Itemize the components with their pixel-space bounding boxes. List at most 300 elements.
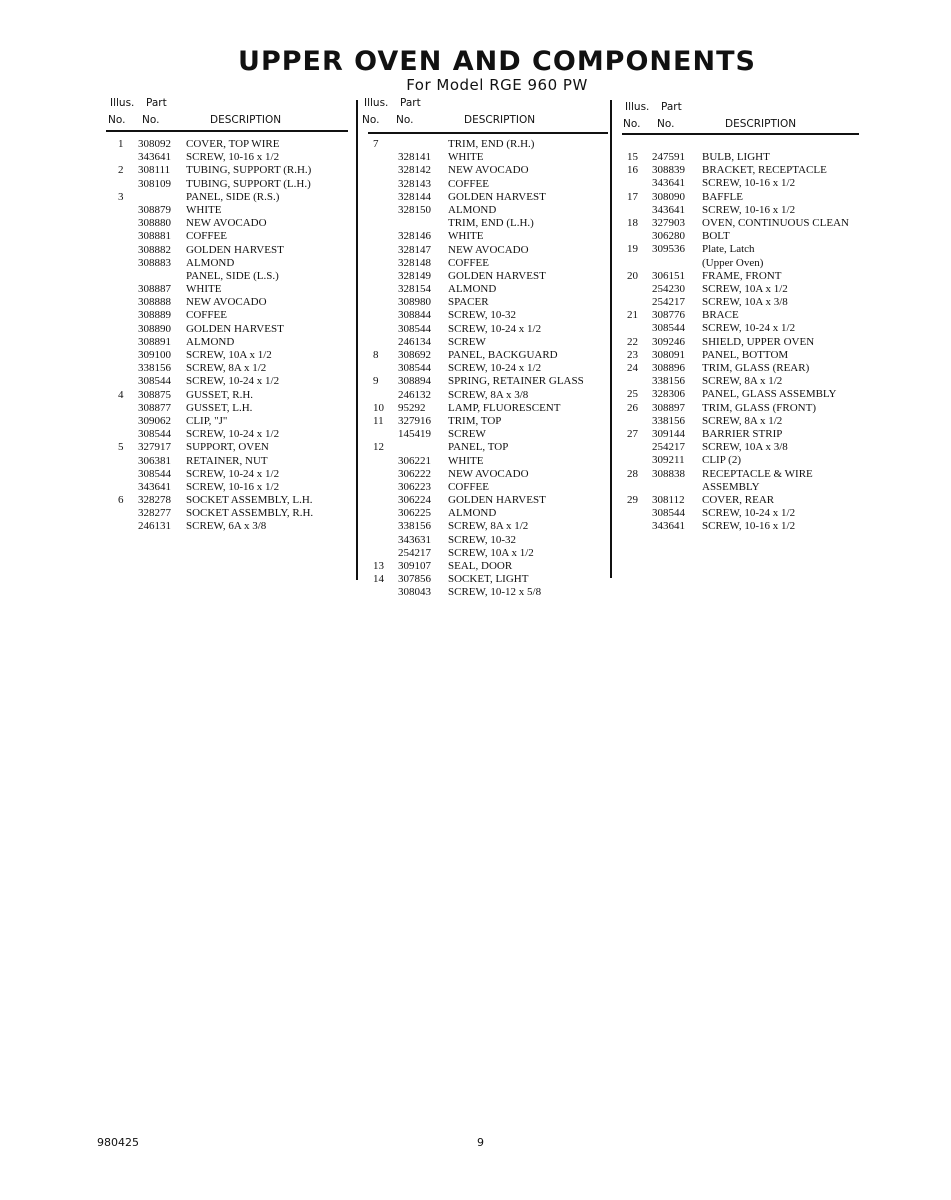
part-no: 308896 — [652, 362, 685, 374]
part-no: 308980 — [398, 296, 431, 309]
part-no: 328150 — [398, 203, 431, 216]
description: CLIP (2) — [702, 454, 742, 467]
description: ALMOND — [186, 256, 235, 269]
table-row — [106, 230, 348, 243]
table-row — [368, 389, 608, 402]
part-no: 254217 — [398, 546, 431, 559]
description: SCREW, 10-12 x 5/8 — [448, 586, 542, 599]
illus-no: 24 — [627, 362, 638, 374]
header-part-no: No. — [657, 118, 675, 130]
illus-no: 11 — [373, 414, 384, 427]
description: PANEL, SIDE (L.S.) — [186, 269, 279, 282]
description: SCREW, 8A x 1/2 — [186, 362, 267, 375]
table-row — [622, 520, 859, 533]
illus-no: 5 — [118, 441, 124, 454]
table-row — [622, 164, 859, 177]
table-row — [622, 441, 859, 454]
illus-no: 12 — [373, 441, 384, 454]
table-row — [368, 349, 608, 362]
illus-no: 27 — [627, 427, 638, 440]
table-row — [622, 481, 859, 494]
part-no: 308882 — [138, 243, 171, 256]
table-row — [622, 428, 859, 441]
illus-no: 29 — [627, 493, 638, 506]
description: SCREW, 10A x 3/8 — [702, 441, 788, 454]
illus-no: 26 — [627, 401, 638, 414]
description: TUBING, SUPPORT (R.H.) — [186, 164, 312, 177]
description: BAFFLE — [702, 190, 743, 203]
description: SCREW, 10-16 x 1/2 — [186, 480, 280, 493]
description: SCREW, 10-24 x 1/2 — [702, 322, 796, 335]
description: FRAME, FRONT — [702, 269, 782, 282]
part-no: 308111 — [138, 164, 171, 177]
part-no: 309211 — [652, 454, 685, 467]
illus-no: 22 — [627, 335, 638, 348]
table-row — [106, 468, 348, 481]
table-row — [622, 243, 859, 256]
description: SCREW, 8A x 1/2 — [448, 520, 529, 533]
part-no: 309107 — [398, 560, 431, 572]
description: WHITE — [186, 203, 222, 216]
illus-no: 13 — [373, 560, 384, 572]
table-row — [106, 151, 348, 164]
description: GOLDEN HARVEST — [448, 494, 546, 507]
part-no: 306223 — [398, 480, 431, 493]
description: TRIM, END (R.H.) — [448, 138, 535, 150]
description: ASSEMBLY — [702, 480, 760, 493]
part-no: 308890 — [138, 322, 171, 335]
table-row — [106, 336, 348, 349]
part-no: 306224 — [398, 494, 431, 507]
part-no: 254230 — [652, 282, 685, 295]
table-row — [368, 151, 608, 164]
table-row — [106, 191, 348, 204]
description: SOCKET ASSEMBLY, R.H. — [186, 507, 314, 520]
table-row — [622, 217, 859, 230]
description: SCREW, 10-16 x 1/2 — [186, 151, 280, 164]
description: SCREW, 8A x 1/2 — [702, 414, 783, 427]
description: SOCKET ASSEMBLY, L.H. — [186, 494, 313, 507]
table-row — [106, 164, 348, 177]
description: SCREW, 8A x 1/2 — [702, 375, 783, 388]
part-no: 254217 — [652, 296, 685, 309]
part-no: 328154 — [398, 283, 431, 296]
description: SCREW, 10A x 1/2 — [448, 546, 534, 559]
part-no: 328278 — [138, 494, 171, 507]
description: SCREW, 10A x 1/2 — [702, 282, 788, 295]
table-row — [368, 560, 608, 573]
table-row — [368, 468, 608, 481]
part-no: 328144 — [398, 190, 431, 203]
description: SCREW, 10-24 x 1/2 — [448, 362, 542, 375]
part-no: 308544 — [138, 467, 171, 480]
description: COFFEE — [448, 480, 489, 493]
part-no: 308544 — [138, 375, 171, 388]
illus-no: 7 — [373, 138, 379, 150]
part-no: 308881 — [138, 230, 171, 243]
parts-list — [106, 138, 348, 534]
description: WHITE — [448, 230, 484, 243]
description: COFFEE — [186, 230, 227, 243]
description: NEW AVOCADO — [186, 296, 267, 309]
table-row — [106, 309, 348, 322]
part-no: 327916 — [398, 414, 431, 427]
table-row — [368, 217, 608, 230]
header-description: DESCRIPTION — [725, 118, 797, 130]
part-no: 308544 — [652, 507, 685, 520]
header-part-label: Part — [400, 97, 421, 109]
header-rule — [368, 132, 608, 134]
table-row — [368, 323, 608, 336]
part-no: 328147 — [398, 243, 431, 256]
description: RETAINER, NUT — [186, 454, 268, 467]
description: TRIM, TOP — [448, 414, 502, 427]
part-no: 308092 — [138, 138, 171, 150]
table-row — [106, 217, 348, 230]
description: NEW AVOCADO — [448, 243, 529, 256]
table-row — [622, 468, 859, 481]
document-number: 980425 — [97, 1136, 139, 1149]
part-no: 308887 — [138, 283, 171, 296]
description: PANEL, BACKGUARD — [448, 349, 558, 361]
table-row — [368, 402, 608, 415]
header-part-no: No. — [142, 114, 160, 126]
part-no: 308109 — [138, 177, 171, 190]
table-row — [368, 415, 608, 428]
table-row — [106, 415, 348, 428]
description: TRIM, END (L.H.) — [448, 217, 534, 230]
description: SCREW, 10-24 x 1/2 — [702, 507, 796, 520]
description: SUPPORT, OVEN — [186, 441, 269, 454]
table-row — [368, 586, 608, 599]
table-row — [368, 164, 608, 177]
header-description: DESCRIPTION — [210, 114, 282, 126]
header-illus-no: No. — [362, 114, 380, 126]
table-row — [368, 573, 608, 586]
illus-no: 19 — [627, 243, 638, 256]
part-no: 306280 — [652, 230, 685, 243]
part-no: 338156 — [652, 375, 685, 388]
part-no: 246132 — [398, 388, 431, 401]
description: COVER, TOP WIRE — [186, 138, 280, 150]
description: SCREW, 10-24 x 1/2 — [448, 322, 542, 335]
table-row — [622, 204, 859, 217]
table-row — [106, 349, 348, 362]
part-no: 308889 — [138, 309, 171, 322]
table-row — [622, 296, 859, 309]
part-no: 308894 — [398, 375, 431, 388]
illus-no: 10 — [373, 401, 384, 414]
part-no: 308839 — [652, 164, 685, 177]
description: GOLDEN HARVEST — [186, 322, 284, 335]
part-no: 308544 — [652, 322, 685, 335]
table-row — [622, 375, 859, 388]
illus-no: 4 — [118, 388, 124, 401]
table-row — [106, 375, 348, 388]
part-no: 307856 — [398, 573, 431, 586]
description: (Upper Oven) — [702, 256, 764, 269]
table-row — [622, 322, 859, 335]
table-row — [368, 309, 608, 322]
table-row — [106, 428, 348, 441]
column-divider — [356, 100, 358, 580]
description: BRACKET, RECEPTACLE — [702, 164, 827, 177]
description: SCREW, 10-24 x 1/2 — [186, 467, 280, 480]
table-row — [106, 138, 348, 151]
table-row — [622, 454, 859, 467]
part-no: 308844 — [398, 309, 431, 322]
table-row — [622, 283, 859, 296]
table-row — [368, 375, 608, 388]
part-no: 309246 — [652, 335, 685, 348]
description: PANEL, BOTTOM — [702, 348, 789, 361]
part-no: 308544 — [398, 362, 431, 375]
part-no: 308043 — [398, 586, 431, 599]
part-no: 328149 — [398, 269, 431, 282]
table-row — [368, 244, 608, 257]
part-no: 306381 — [138, 454, 171, 467]
description: COVER, REAR — [702, 493, 775, 506]
description: CLIP, "J" — [186, 414, 228, 427]
illus-no: 25 — [627, 388, 638, 401]
part-no: 308112 — [652, 493, 685, 506]
part-no: 309100 — [138, 349, 171, 361]
illus-no: 6 — [118, 494, 124, 507]
description: SCREW, 10A x 1/2 — [186, 349, 272, 361]
description: ALMOND — [448, 203, 497, 216]
part-no: 309144 — [652, 427, 685, 440]
table-row — [622, 415, 859, 428]
part-no: 308883 — [138, 256, 171, 269]
table-row — [368, 441, 608, 454]
part-no: 308880 — [138, 217, 171, 230]
description: SCREW, 6A x 3/8 — [186, 520, 267, 533]
part-no: 306221 — [398, 454, 431, 467]
table-row — [622, 257, 859, 270]
part-no: 95292 — [398, 401, 426, 414]
table-row — [106, 402, 348, 415]
description: PANEL, SIDE (R.S.) — [186, 190, 280, 203]
description: BARRIER STRIP — [702, 427, 783, 440]
part-no: 306151 — [652, 269, 685, 282]
table-row — [368, 230, 608, 243]
description: SCREW, 10-24 x 1/2 — [186, 428, 280, 441]
table-row — [106, 520, 348, 533]
illus-no: 21 — [627, 309, 638, 322]
table-row — [368, 270, 608, 283]
description: TRIM, GLASS (REAR) — [702, 362, 810, 374]
table-row — [106, 257, 348, 270]
part-no: 308888 — [138, 296, 171, 309]
table-row — [106, 362, 348, 375]
illus-no: 8 — [373, 349, 379, 361]
description: ALMOND — [448, 283, 497, 296]
table-row — [368, 507, 608, 520]
description: SHIELD, UPPER OVEN — [702, 335, 815, 348]
table-row — [622, 270, 859, 283]
description: TUBING, SUPPORT (L.H.) — [186, 177, 311, 190]
header-description: DESCRIPTION — [464, 114, 536, 126]
table-row — [106, 389, 348, 402]
description: SCREW — [448, 335, 486, 348]
part-no: 328277 — [138, 507, 171, 520]
table-row — [622, 349, 859, 362]
part-no: 308776 — [652, 309, 685, 322]
illus-no: 17 — [627, 190, 638, 203]
description: SCREW, 10-32 — [448, 533, 517, 546]
table-row — [368, 534, 608, 547]
part-no: 309536 — [652, 243, 685, 256]
part-no: 343641 — [652, 203, 685, 216]
description: BOLT — [702, 230, 730, 243]
illus-no: 20 — [627, 269, 638, 282]
table-row — [106, 481, 348, 494]
part-no: 308877 — [138, 401, 171, 414]
illus-no: 15 — [627, 151, 638, 163]
table-row — [106, 507, 348, 520]
table-row — [368, 481, 608, 494]
description: COFFEE — [448, 256, 489, 269]
parts-list — [368, 138, 608, 600]
parts-list — [622, 151, 859, 533]
page-title: UPPER OVEN AND COMPONENTS — [238, 46, 756, 77]
header-part-label: Part — [661, 101, 682, 113]
table-row — [106, 455, 348, 468]
part-no: 308875 — [138, 388, 171, 401]
table-row — [622, 151, 859, 164]
table-row — [368, 362, 608, 375]
part-no: 306225 — [398, 507, 431, 520]
part-no: 246131 — [138, 520, 171, 533]
header-illus-label: Illus. — [364, 97, 389, 109]
header-part-no: No. — [396, 114, 414, 126]
illus-no: 3 — [118, 190, 124, 203]
illus-no: 2 — [118, 164, 124, 177]
description: GUSSET, R.H. — [186, 388, 254, 401]
table-row — [368, 204, 608, 217]
page-subtitle: For Model RGE 960 PW — [406, 76, 588, 94]
table-row — [622, 402, 859, 415]
table-row — [622, 230, 859, 243]
description: LAMP, FLUORESCENT — [448, 401, 561, 414]
table-row — [368, 428, 608, 441]
table-row — [622, 177, 859, 190]
table-row — [622, 362, 859, 375]
description: NEW AVOCADO — [448, 467, 529, 480]
description: WHITE — [448, 454, 484, 467]
description: COFFEE — [448, 177, 489, 190]
table-row — [106, 270, 348, 283]
table-row — [106, 283, 348, 296]
header-rule — [622, 133, 859, 135]
part-no: 338156 — [652, 414, 685, 427]
description: Plate, Latch — [702, 243, 755, 256]
part-no: 338156 — [138, 362, 171, 375]
description: SEAL, DOOR — [448, 560, 513, 572]
part-no: 246134 — [398, 335, 431, 348]
table-row — [368, 191, 608, 204]
illus-no: 1 — [118, 138, 124, 150]
part-no: 306222 — [398, 467, 431, 480]
part-no: 328143 — [398, 177, 431, 190]
part-no: 328148 — [398, 256, 431, 269]
table-row — [368, 520, 608, 533]
description: PANEL, TOP — [448, 441, 509, 454]
table-row — [106, 296, 348, 309]
table-row — [368, 178, 608, 191]
description: BULB, LIGHT — [702, 151, 770, 163]
illus-no: 9 — [373, 375, 379, 388]
header-illus-label: Illus. — [110, 97, 135, 109]
description: SCREW, 10-16 x 1/2 — [702, 520, 796, 533]
table-row — [368, 455, 608, 468]
part-no: 343631 — [398, 533, 431, 546]
description: SOCKET, LIGHT — [448, 573, 529, 586]
table-row — [622, 309, 859, 322]
description: GOLDEN HARVEST — [448, 190, 546, 203]
header-illus-label: Illus. — [625, 101, 650, 113]
part-no: 145419 — [398, 428, 431, 441]
description: GUSSET, L.H. — [186, 401, 253, 414]
table-row — [106, 323, 348, 336]
illus-no: 18 — [627, 216, 638, 229]
table-row — [622, 388, 859, 401]
description: SPRING, RETAINER GLASS — [448, 375, 584, 388]
column-divider — [610, 100, 612, 578]
part-no: 308897 — [652, 401, 685, 414]
description: SCREW, 10A x 3/8 — [702, 296, 788, 309]
description: NEW AVOCADO — [186, 217, 267, 230]
part-no: 343641 — [138, 480, 171, 493]
page-number: 9 — [477, 1136, 484, 1149]
part-no: 328142 — [398, 164, 431, 177]
description: GOLDEN HARVEST — [186, 243, 284, 256]
table-row — [368, 257, 608, 270]
description: TRIM, GLASS (FRONT) — [702, 401, 816, 414]
table-row — [106, 204, 348, 217]
description: WHITE — [448, 151, 484, 164]
description: OVEN, CONTINUOUS CLEAN — [702, 216, 849, 229]
header-rule — [106, 130, 348, 132]
illus-no: 28 — [627, 467, 638, 480]
part-no: 327903 — [652, 216, 685, 229]
description: PANEL, GLASS ASSEMBLY — [702, 388, 837, 401]
part-no: 247591 — [652, 151, 685, 163]
part-no: 328146 — [398, 230, 431, 243]
description: SCREW, 10-32 — [448, 309, 517, 322]
illus-no: 14 — [373, 573, 384, 586]
illus-no: 16 — [627, 164, 638, 177]
table-row — [368, 296, 608, 309]
illus-no: 23 — [627, 348, 638, 361]
part-no: 308692 — [398, 349, 431, 361]
table-row — [368, 336, 608, 349]
table-row — [368, 283, 608, 296]
part-no: 309062 — [138, 414, 171, 427]
part-no: 343641 — [652, 177, 685, 190]
description: ALMOND — [448, 507, 497, 520]
part-no: 328141 — [398, 151, 431, 164]
part-no: 308838 — [652, 467, 685, 480]
description: SCREW, 10-16 x 1/2 — [702, 177, 796, 190]
part-no: 254217 — [652, 441, 685, 454]
part-no: 308090 — [652, 190, 685, 203]
part-no: 308891 — [138, 335, 171, 348]
part-no: 328306 — [652, 388, 685, 401]
part-no: 327917 — [138, 441, 171, 454]
description: SCREW, 10-24 x 1/2 — [186, 375, 280, 388]
description: SCREW, 8A x 3/8 — [448, 388, 529, 401]
